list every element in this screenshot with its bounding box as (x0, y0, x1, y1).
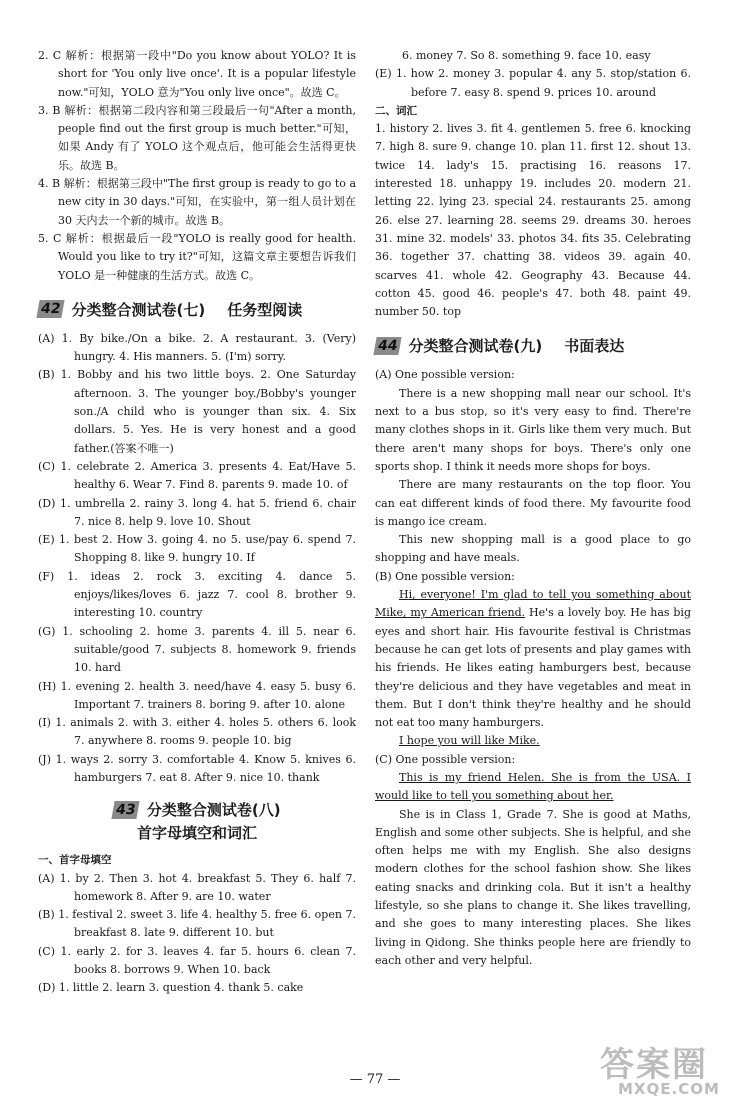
answer-group-f: (F) 1. ideas 2. rock 3. exciting 4. dance 5. enjoys/likes/loves 6. jazz 7. cool 8. brother 9. interesting 10. country (38, 569, 356, 620)
section-42-subtitle: 任务型阅读 (227, 300, 303, 319)
fill-group-a: (A) 1. by 2. Then 3. hot 4. breakfast 5. They 6. half 7. homework 8. After 9. are 10. water (38, 871, 356, 903)
fill-group-e: (E) 1. how 2. money 3. popular 4. any 5. stop/station 6. before 7. easy 8. spend 9. prices 10. around (375, 67, 691, 99)
fill-group-b: (B) 1. festival 2. sweet 3. life 4. healthy 5. free 6. open 7. breakfast 8. late 9. different 10. but (38, 908, 356, 940)
section-42-answers (38, 330, 356, 787)
essay-b-opening: Hi, everyone! I'm glad to tell you something about Mike, my American friend. (375, 588, 691, 620)
part-1-heading: 一、首字母填空 (38, 854, 112, 867)
watermark-logo: 答案圈 MXQE.COM (600, 1045, 720, 1098)
essay-b-paragraph (375, 586, 691, 732)
essay-b-body: He's a lovely boy. He has big eyes and short hair. His favourite festival is Christmas because he can get lots of presents and play games with his friends. He likes eating hamburgers best, because they're delicious and they have vegetables and meat in them. But I don't think they're healthy and he should not eat too many hamburgers. (375, 606, 691, 730)
answer-5: 5. C 解析：根据最后一段"YOLO is really good for health. Would you like to try it?"可知，这篇文章主要想告诉我们 YOLO 是一种健康的生活方式。故选 C。 (38, 231, 356, 282)
answer-group-h: (H) 1. evening 2. health 3. need/have 4. easy 5. busy 6. Important 7. trainers 8. boring 9. after 10. alone (38, 679, 356, 711)
answer-4: 4. B 解析：根据第三段中"The first group is ready to go to a new city in 30 days."可知，在实验中，第一组人员计划在 30 天内去一个新的城市。故选 B。 (38, 177, 356, 227)
section-42-header (38, 299, 356, 320)
section-42-title: 分类整合测试卷(七) (71, 300, 206, 319)
essay-b-closing: I hope you will like Mike. (399, 734, 540, 748)
section-43-answers (38, 870, 356, 998)
essay-a-paragraph: There are many restaurants on the top floor. You can eat different kinds of food there. My favourite food is mango ice cream. (375, 478, 691, 528)
section-43-header (38, 799, 356, 843)
answer-group-c: (C) 1. celebrate 2. America 3. presents 4. Eat/Have 5. healthy 6. Wear 7. Find 8. parents 9. made 10. of (38, 459, 356, 492)
essay-a-label: (A) One possible version: (375, 368, 515, 382)
section-44-header (375, 335, 691, 356)
left-column (38, 47, 356, 998)
section-44-subtitle: 书面表达 (564, 337, 625, 356)
essay-c-body: She is in Class 1, Grade 7. She is good at Maths, English and some other subjects. She is helpful, and she often helps me with my English. She also designs modern clothes for the school fashion show. She likes eating snacks and drinking cola. But it isn't a healthy lifestyle, so she plans to change it. She likes travelling, and she goes to many interesting places. She likes living in Qidong. She thinks people here are friendly to each other and very helpful. (375, 807, 691, 967)
essay-c-label: (C) One possible version: (375, 752, 516, 766)
vocab-heading: 二、词汇 (375, 104, 417, 117)
fill-group-d-continued: 6. money 7. So 8. something 9. face 10. easy (402, 49, 651, 62)
fill-group-c: (C) 1. early 2. for 3. leaves 4. far 5. hours 6. clean 7. books 8. borrows 9. When 10. back (38, 944, 356, 977)
vocab-answers: 1. history 2. lives 3. fit 4. gentlemen 5. free 6. knocking 7. high 8. sure 9. change 10. plan 11. first 12. shout 13. twice 14. lady's 15. practising 16. reasons 17. interested 18. unhappy 19. includes 20. modern 21. letting 22. lying 23. special 24. restaurants 25. among 26. else 27. learning 28. seems 29. dreams 30. heroes 31. mine 32. models' 33. photos 34. fits 35. Celebrating 36. together 37. chatting 38. videos 39. again 40. scarves 41. whole 42. Geography 43. Because 44. cotton 45. good 46. people's 47. both 48. paint 49. number 50. top (375, 122, 691, 319)
answer-group-b: (B) 1. Bobby and his two little boys. 2. One Saturday afternoon. 3. The younger boy./Bobby's younger son./A child who is younger than six. 4. Six dollars. 5. Yes. He is very honest and a good father.(答案不唯一) (38, 368, 356, 455)
essay-a-paragraph: There is a new shopping mall near our school. It's next to a bus stop, so it's very easy to find. There're many clothes shops in it. Girls like them very much. But there aren't many shops for boys. There's only one sports shop. I think it needs more shops for boys. (375, 386, 691, 473)
section-42-number: 42 (36, 300, 65, 318)
answer-group-e: (E) 1. best 2. How 3. going 4. no 5. use/pay 6. spend 7. Shopping 8. like 9. hungry 10. If (38, 533, 356, 565)
right-column (375, 47, 691, 970)
section-43-number: 43 (112, 801, 141, 819)
essay-b (375, 568, 691, 751)
answer-group-j: (J) 1. ways 2. sorry 3. comfortable 4. Know 5. knives 6. hamburgers 7. eat 8. After 9. nice 10. thank (38, 752, 356, 784)
section-43-subtitle: 首字母填空和词汇 (136, 824, 257, 843)
page-number: — 77 — (349, 1072, 401, 1087)
essay-c-opening: This is my friend Helen. She is from the USA. I would like to tell you something about her. (375, 770, 691, 803)
answer-3: 3. B 解析：根据第二段内容和第三段最后一句"After a month, people find out the first group is much better."可知，如果 Andy 有了 YOLO 这个观点后，他可能会生活得更快乐。故选 B。 (38, 103, 356, 172)
fill-group-d: (D) 1. little 2. learn 3. question 4. thank 5. cake (38, 981, 304, 995)
answer-group-g: (G) 1. schooling 2. home 3. parents 4. ill 5. near 6. suitable/good 7. subjects 8. homework 9. friends 10. hard (38, 624, 356, 675)
section-44-number: 44 (373, 337, 402, 355)
essay-a (375, 366, 691, 567)
answer-group-a: (A) 1. By bike./On a bike. 2. A restaurant. 3. (Very) hungry. 4. His manners. 5. (I'm) sorry. (38, 331, 356, 364)
answer-explanations (38, 47, 356, 285)
answer-2: 2. C 解析：根据第一段中"Do you know about YOLO? It is short for 'You only live once'. It is a popular lifestyle now."可知，YOLO 意为"You only live once"。故选 C。 (38, 49, 356, 99)
essay-b-label: (B) One possible version: (375, 569, 515, 583)
section-44-title: 分类整合测试卷(九) (408, 337, 543, 356)
answer-group-d: (D) 1. umbrella 2. rainy 3. long 4. hat 5. friend 6. chair 7. nice 8. help 9. love 10. Shout (38, 496, 356, 528)
answer-group-i: (I) 1. animals 2. with 3. either 4. holes 5. others 6. look 7. anywhere 8. rooms 9. people 10. big (38, 716, 356, 748)
essay-a-paragraph: This new shopping mall is a good place to go shopping and have meals. (375, 533, 691, 565)
essay-c (375, 751, 691, 971)
section-43-title: 分类整合测试卷(八) (146, 801, 281, 820)
